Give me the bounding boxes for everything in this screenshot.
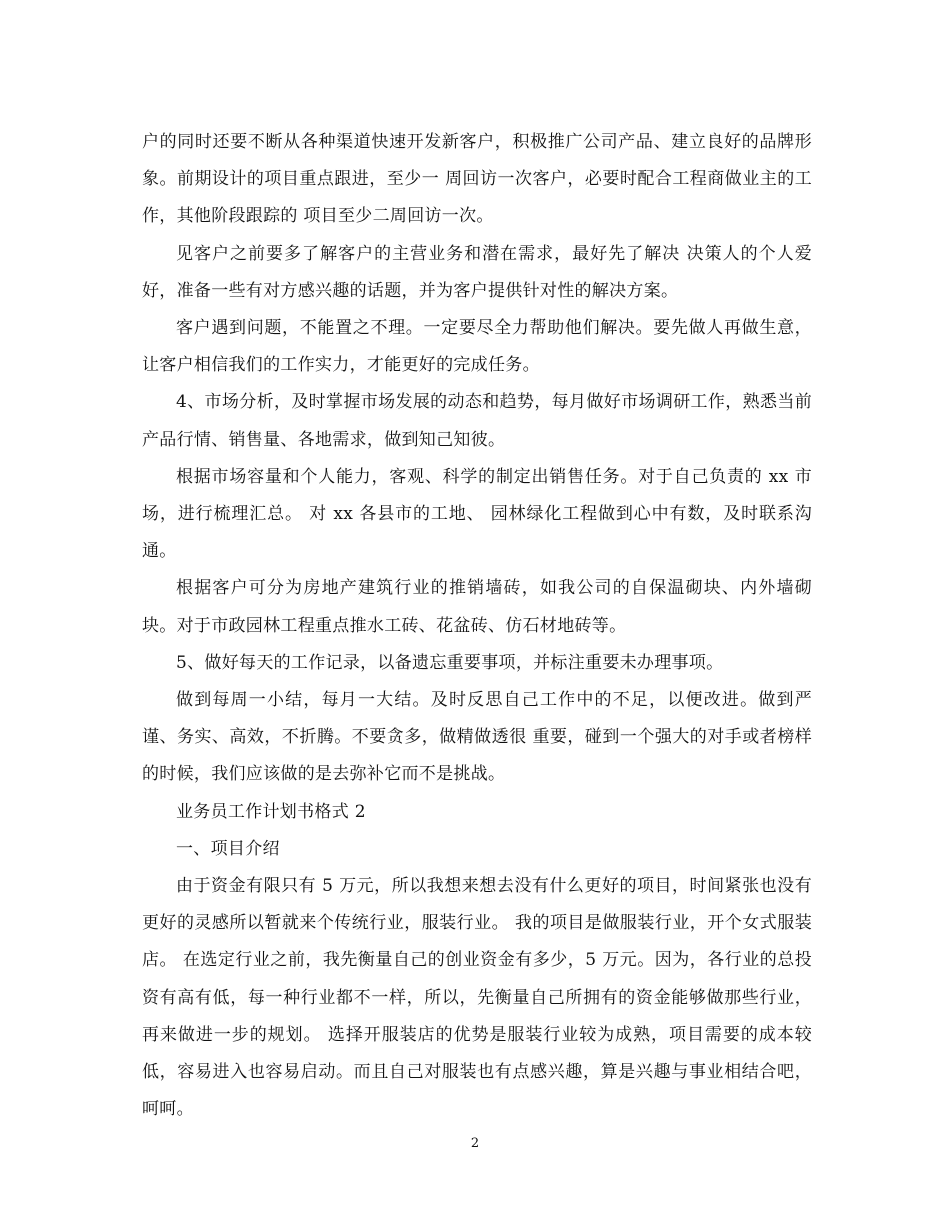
- section-heading-project-intro: 一、项目介绍: [176, 838, 280, 859]
- paragraph-project-intro: 由于资金有限只有 5 万元，所以我想来想去没有什么更好的项目，时间紧张也没有更好的灵感所以暂就来个传统行业，服装行业。 我的项目是做服装行业，开个女式服装店。 在选定行业之前，我先衡量自己的创业资金有多少，5 万元。因为，各行业的总投资有高有低，每一种行业都不一样，所以，先衡量自己所拥有的资金能够做那些行业，再来做进一步的规划。 选择开服装店的优势是服装行业较为成熟，项目需要的成本较低，容易进入也容易启动。而且自己对服装也有点感兴趣，算是兴趣与事业相结合吧，呵呵。: [142, 876, 812, 1120]
- document-body: [142, 124, 812, 1128]
- paragraph-work-records: 5、做好每天的工作记录，以备遗忘重要事项，并标注重要未办理事项。: [176, 652, 724, 673]
- section-heading-plan-2: 业务员工作计划书格式 2: [176, 801, 366, 822]
- paragraph-summaries: 做到每周一小结，每月一大结。及时反思自己工作中的不足，以便改进。做到严谨、务实、高效，不折腾。不要贪多，做精做透很 重要，碰到一个强大的对手或者榜样的时候，我们应该做的是去弥补它而不是挑战。: [142, 690, 812, 785]
- page-number: 2: [470, 1136, 480, 1151]
- paragraph-sales-tasks: 根据市场容量和个人能力，客观、科学的制定出销售任务。对于自己负责的 xx 市场，进行梳理汇总。 对 xx 各县市的工地、 园林绿化工程做到心中有数，及时联系沟通。: [142, 466, 812, 562]
- paragraph-continuation: 户的同时还要不断从各种渠道快速开发新客户，积极推广公司产品、建立良好的品牌形象。前期设计的项目重点跟进，至少一 周回访一次客户，必要时配合工程商做业主的工作，其他阶段跟踪的 项目至少二周回访一次。: [142, 132, 812, 227]
- paragraph-client-problems: 客户遇到问题，不能置之不理。一定要尽全力帮助他们解决。要先做人再做生意，让客户相信我们的工作实力，才能更好的完成任务。: [142, 318, 812, 376]
- paragraph-client-categories: 根据客户可分为房地产建筑行业的推销墙砖，如我公司的自保温砌块、内外墙砌块。对于市政园林工程重点推水工砖、花盆砖、仿石材地砖等。: [142, 578, 812, 636]
- paragraph-market-analysis: 4、市场分析，及时掌握市场发展的动态和趋势，每月做好市场调研工作，熟悉当前产品行情、销售量、各地需求，做到知己知彼。: [142, 392, 812, 450]
- paragraph-client-preparation: 见客户之前要多了解客户的主营业务和潜在需求，最好先了解决 决策人的个人爱好，准备一些有对方感兴趣的话题，并为客户提供针对性的解决方案。: [142, 243, 812, 301]
